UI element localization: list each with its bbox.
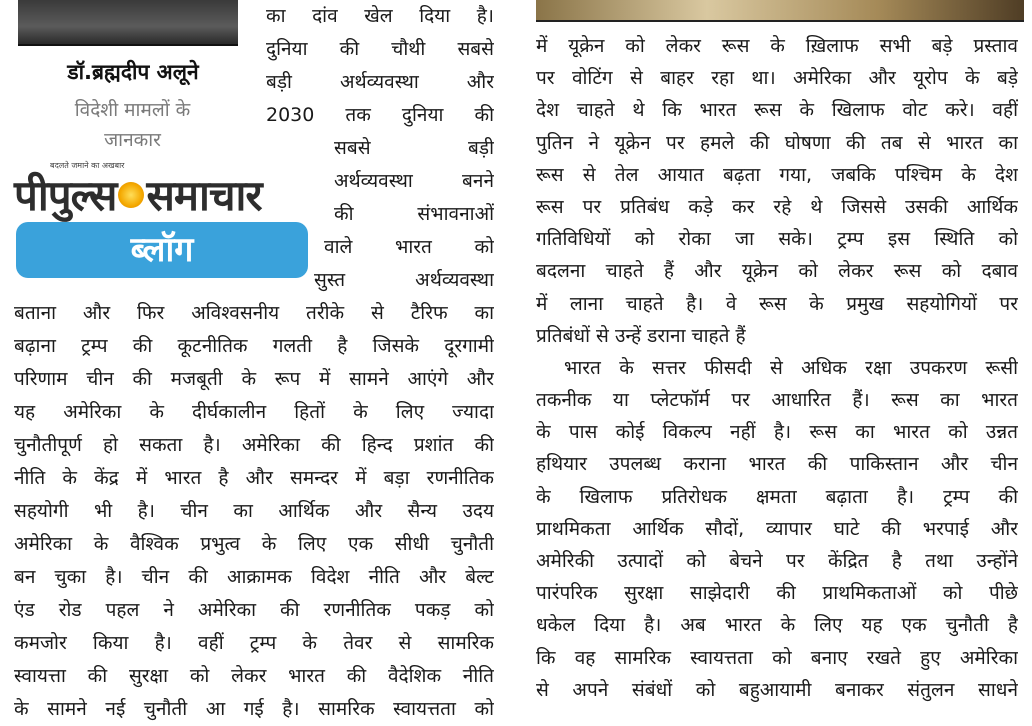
text-line: 2030 तक दुनिया की bbox=[266, 104, 494, 126]
text-line: गतिविधियों को रोका जा सके। ट्रम्प इस स्थिति को bbox=[536, 228, 1018, 251]
author-role-line: जानकार bbox=[104, 129, 161, 151]
text-line: सुस्त अर्थव्यवस्था bbox=[314, 269, 494, 291]
text-line: बदलना चाहते हैं और यूक्रेन को लेकर रूस को दबाव bbox=[536, 260, 1018, 283]
text-line: नीति के केंद्र में भारत है और समन्दर में बड़ा रणनीतिक bbox=[14, 467, 494, 489]
author-name: डॉ.ब्रह्मदीप अलूने bbox=[67, 60, 199, 84]
text-line: हथियार उपलब्ध कराना भारत की पाकिस्तान और चीन bbox=[536, 453, 1018, 476]
wrap-text-block bbox=[266, 0, 496, 297]
text-line: सहयोगी भी है। चीन का आर्थिक और सैन्य उदय bbox=[14, 500, 494, 522]
text-line: से अपने संबंधों को बहुआयामी बनाकर संतुलन साधने bbox=[536, 678, 1018, 701]
section-label: ब्लॉग bbox=[16, 222, 308, 278]
author-role-line: विदेशी मामलों के bbox=[74, 99, 191, 121]
text-line: बन चुका है। चीन की आक्रामक विदेश नीति और बेल्ट bbox=[14, 566, 494, 588]
text-line: रूस पर प्रतिबंध कड़े कर रहे थे जिससे उसकी आर्थिक bbox=[536, 195, 1018, 218]
newspaper-logo bbox=[14, 166, 262, 223]
article-photo bbox=[536, 0, 1024, 22]
text-line: अर्थव्यवस्था बनने bbox=[334, 170, 494, 192]
text-line: बढ़ाना ट्रम्प की कूटनीतिक गलती है जिसके दूरगामी bbox=[14, 335, 494, 357]
text-line: बड़ी अर्थव्यवस्था और bbox=[266, 71, 494, 93]
text-line: देश चाहते थे कि भारत रूस के खिलाफ वोट करे। वहीं bbox=[536, 99, 1018, 122]
text-line: स्वायत्ता की सुरक्षा को लेकर भारत की वैदेशिक नीति bbox=[14, 665, 494, 687]
logo-name-left: पीपुल्स bbox=[14, 171, 117, 220]
text-line: सबसे बड़ी bbox=[334, 137, 494, 159]
text-line: के सामने नई चुनौती आ गई है। सामरिक स्वायत्तता को bbox=[14, 698, 494, 720]
text-line: पारंपरिक सुरक्षा साझेदारी की प्राथमिकताओं को पीछे bbox=[536, 582, 1018, 605]
text-line: में यूक्रेन को लेकर रूस के ख़िलाफ सभी बड़े प्रस्ताव bbox=[536, 35, 1018, 57]
text-line: परिणाम चीन की मजबूती के रूप में सामने आएंगे और bbox=[14, 368, 494, 390]
text-line: बताना और फिर अविश्वसनीय तरीके से टैरिफ का bbox=[14, 302, 494, 324]
text-line: रूस से तेल आयात बढ़ता गया, जबकि पश्चिम के देश bbox=[536, 163, 1018, 186]
logo-tagline: बदलते जमाने का अखबार bbox=[50, 161, 125, 170]
text-line: वाले भारत को bbox=[324, 236, 494, 258]
full-text-block bbox=[14, 297, 494, 726]
text-line: भारत के सत्तर फीसदी से अधिक रक्षा उपकरण रूसी bbox=[564, 356, 1018, 379]
text-line: यह अमेरिका के दीर्घकालीन हितों के लिए ज्यादा bbox=[14, 401, 494, 423]
text-line: दुनिया की चौथी सबसे bbox=[266, 38, 494, 60]
text-line: कमजोर किया है। वहीं ट्रम्प के तेवर से सामरिक bbox=[14, 632, 494, 654]
text-line: धकेल दिया है। अब भारत के लिए यह एक चुनौती है bbox=[536, 614, 1018, 637]
text-line: के पास कोई विकल्प नहीं है। रूस का भारत को उन्नत bbox=[536, 421, 1018, 444]
text-line: की संभावनाओं bbox=[334, 203, 494, 225]
text-line: प्रतिबंधों से उन्हें डराना चाहते हैं bbox=[536, 324, 746, 347]
text-line: पर वोटिंग से बाहर रहा था। अमेरिका और यूरोप के बड़े bbox=[536, 67, 1018, 90]
text-line: अमेरिका के वैश्विक प्रभुत्व के लिए एक सीधी चुनौती bbox=[14, 533, 494, 555]
text-line: के खिलाफ प्रतिरोधक क्षमता बढ़ाता है। ट्रम्प की bbox=[536, 485, 1018, 508]
text-line: में लाना चाहते है। वे रूस के प्रमुख सहयोगियों पर bbox=[536, 292, 1018, 315]
text-line: तकनीक या प्लेटफॉर्म पर आधारित हैं। रूस का भारत bbox=[536, 389, 1018, 412]
text-line: कि वह सामरिक स्वायत्तता को बनाए रखते हुए अमेरिका bbox=[536, 646, 1018, 669]
author-role bbox=[40, 95, 225, 155]
author-photo bbox=[18, 0, 238, 46]
article-column-right bbox=[536, 30, 1018, 706]
text-line: चुनौतीपूर्ण हो सकता है। अमेरिका की हिन्द प्रशांत की bbox=[14, 434, 494, 456]
logo-name-right: समाचार bbox=[146, 171, 262, 220]
text-line: पुतिन ने यूक्रेन पर हमले की घोषणा की तब से भारत का bbox=[536, 131, 1018, 154]
text-line: प्राथमिकता आर्थिक सौदों, व्यापार घाटे की भरपाई और bbox=[536, 517, 1018, 540]
sun-icon bbox=[118, 182, 144, 208]
text-line: का दांव खेल दिया है। bbox=[266, 5, 494, 27]
text-line: एंड रोड पहल ने अमेरिका की रणनीतिक पकड़ को bbox=[14, 599, 494, 621]
text-line: अमेरिकी उत्पादों को बेचने पर केंद्रित है तथा उन्होंने bbox=[536, 550, 1018, 572]
